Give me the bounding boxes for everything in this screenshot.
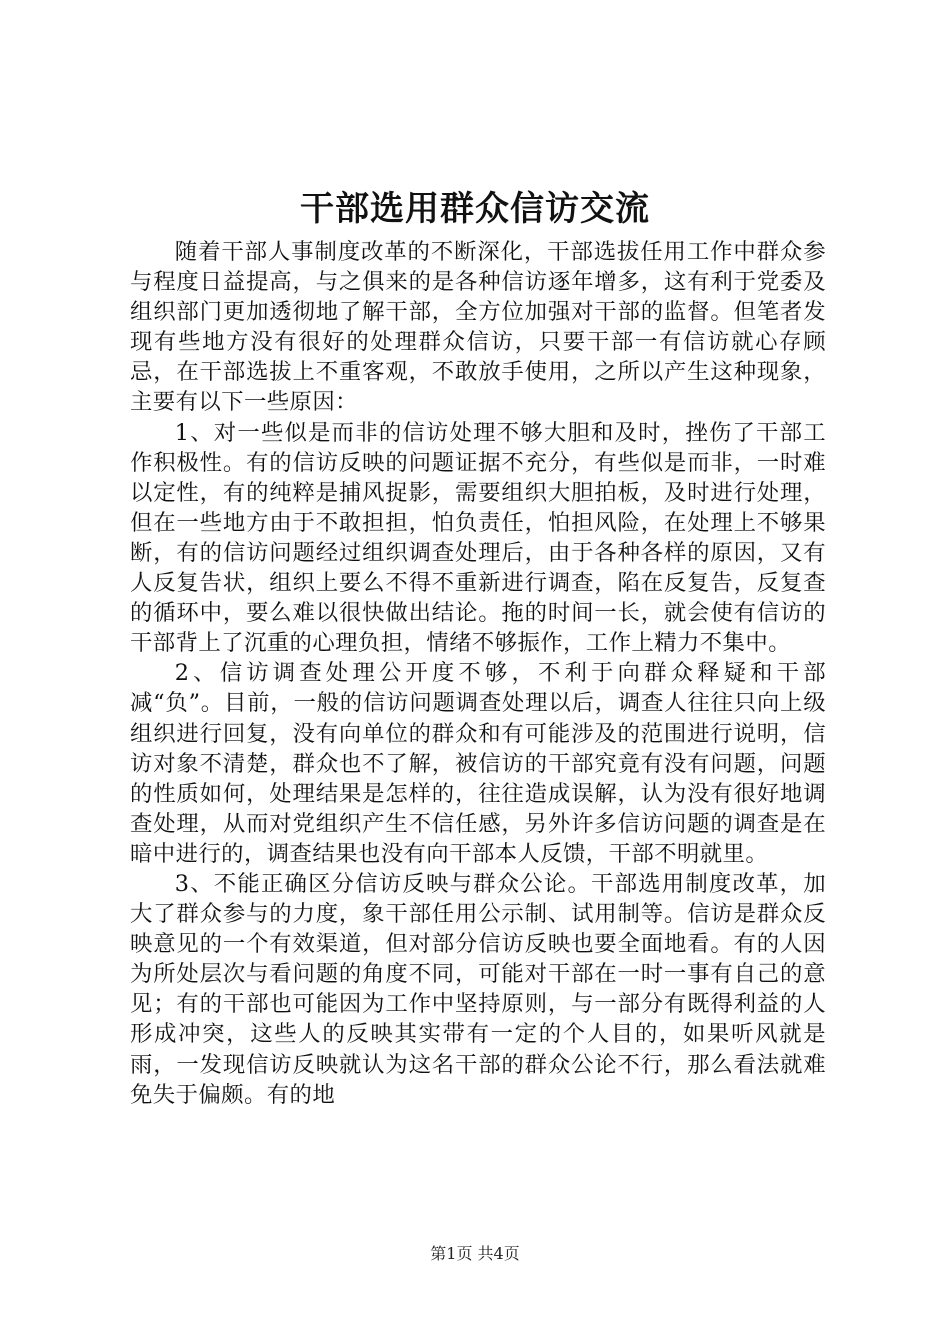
page-footer: [0, 1243, 950, 1265]
paragraph-intro: 随着干部人事制度改革的不断深化，干部选拔任用工作中群众参与程度日益提高，与之俱来的是各种信访逐年增多，这有利于党委及组织部门更加透彻地了解干部，全方位加强对干部的监督。但笔者发现有些地方没有很好的处理群众信访，只要干部一有信访就心存顾忌，在干部选拔上不重客观，不敢放手使用，之所以产生这种现象，主要有以下一些原因：: [130, 239, 826, 416]
document-title: 干部选用群众信访交流: [300, 189, 650, 229]
document-body: [130, 237, 826, 1110]
page-number: 第1页 共4页: [430, 1244, 520, 1263]
paragraph-point-2: 2、信访调查处理公开度不够，不利于向群众释疑和干部减“负”。目前，一般的信访问题调查处理以后，调查人往往只向上级组织进行回复，没有向单位的群众和有可能涉及的范围进行说明，信访对象不清楚，群众也不了解，被信访的干部究竟有没有问题，问题的性质如何，处理结果是怎样的，往往造成误解，认为没有很好地调查处理，从而对党组织产生不信任感，另外许多信访问题的调查是在暗中进行的，调查结果也没有向干部本人反馈，干部不明就里。: [130, 660, 826, 867]
paragraph-point-3: 3、不能正确区分信访反映与群众公论。干部选用制度改革，加大了群众参与的力度，象干部任用公示制、试用制等。信访是群众反映意见的一个有效渠道，但对部分信访反映也要全面地看。有的人因为所处层次与看问题的角度不同，可能对干部在一时一事有自己的意见；有的干部也可能因为工作中坚持原则，与一部分有既得利益的人形成冲突，这些人的反映其实带有一定的个人目的，如果听风就是雨，一发现信访反映就认为这名干部的群众公论不行，那么看法就难免失于偏颇。有的地: [130, 870, 826, 1108]
paragraph-point-1: 1、对一些似是而非的信访处理不够大胆和及时，挫伤了干部工作积极性。有的信访反映的问题证据不充分，有些似是而非，一时难以定性，有的纯粹是捕风捉影，需要组织大胆拍板，及时进行处理，但在一些地方由于不敢担担，怕负责任，怕担风险，在处理上不够果断，有的信访问题经过组织调查处理后，由于各种各样的原因，又有人反复告状，组织上要么不得不重新进行调查，陷在反复告，反复查的循环中，要么难以很快做出结论。拖的时间一长，就会使有信访的干部背上了沉重的心理负担，情绪不够振作，工作上精力不集中。: [130, 419, 826, 657]
